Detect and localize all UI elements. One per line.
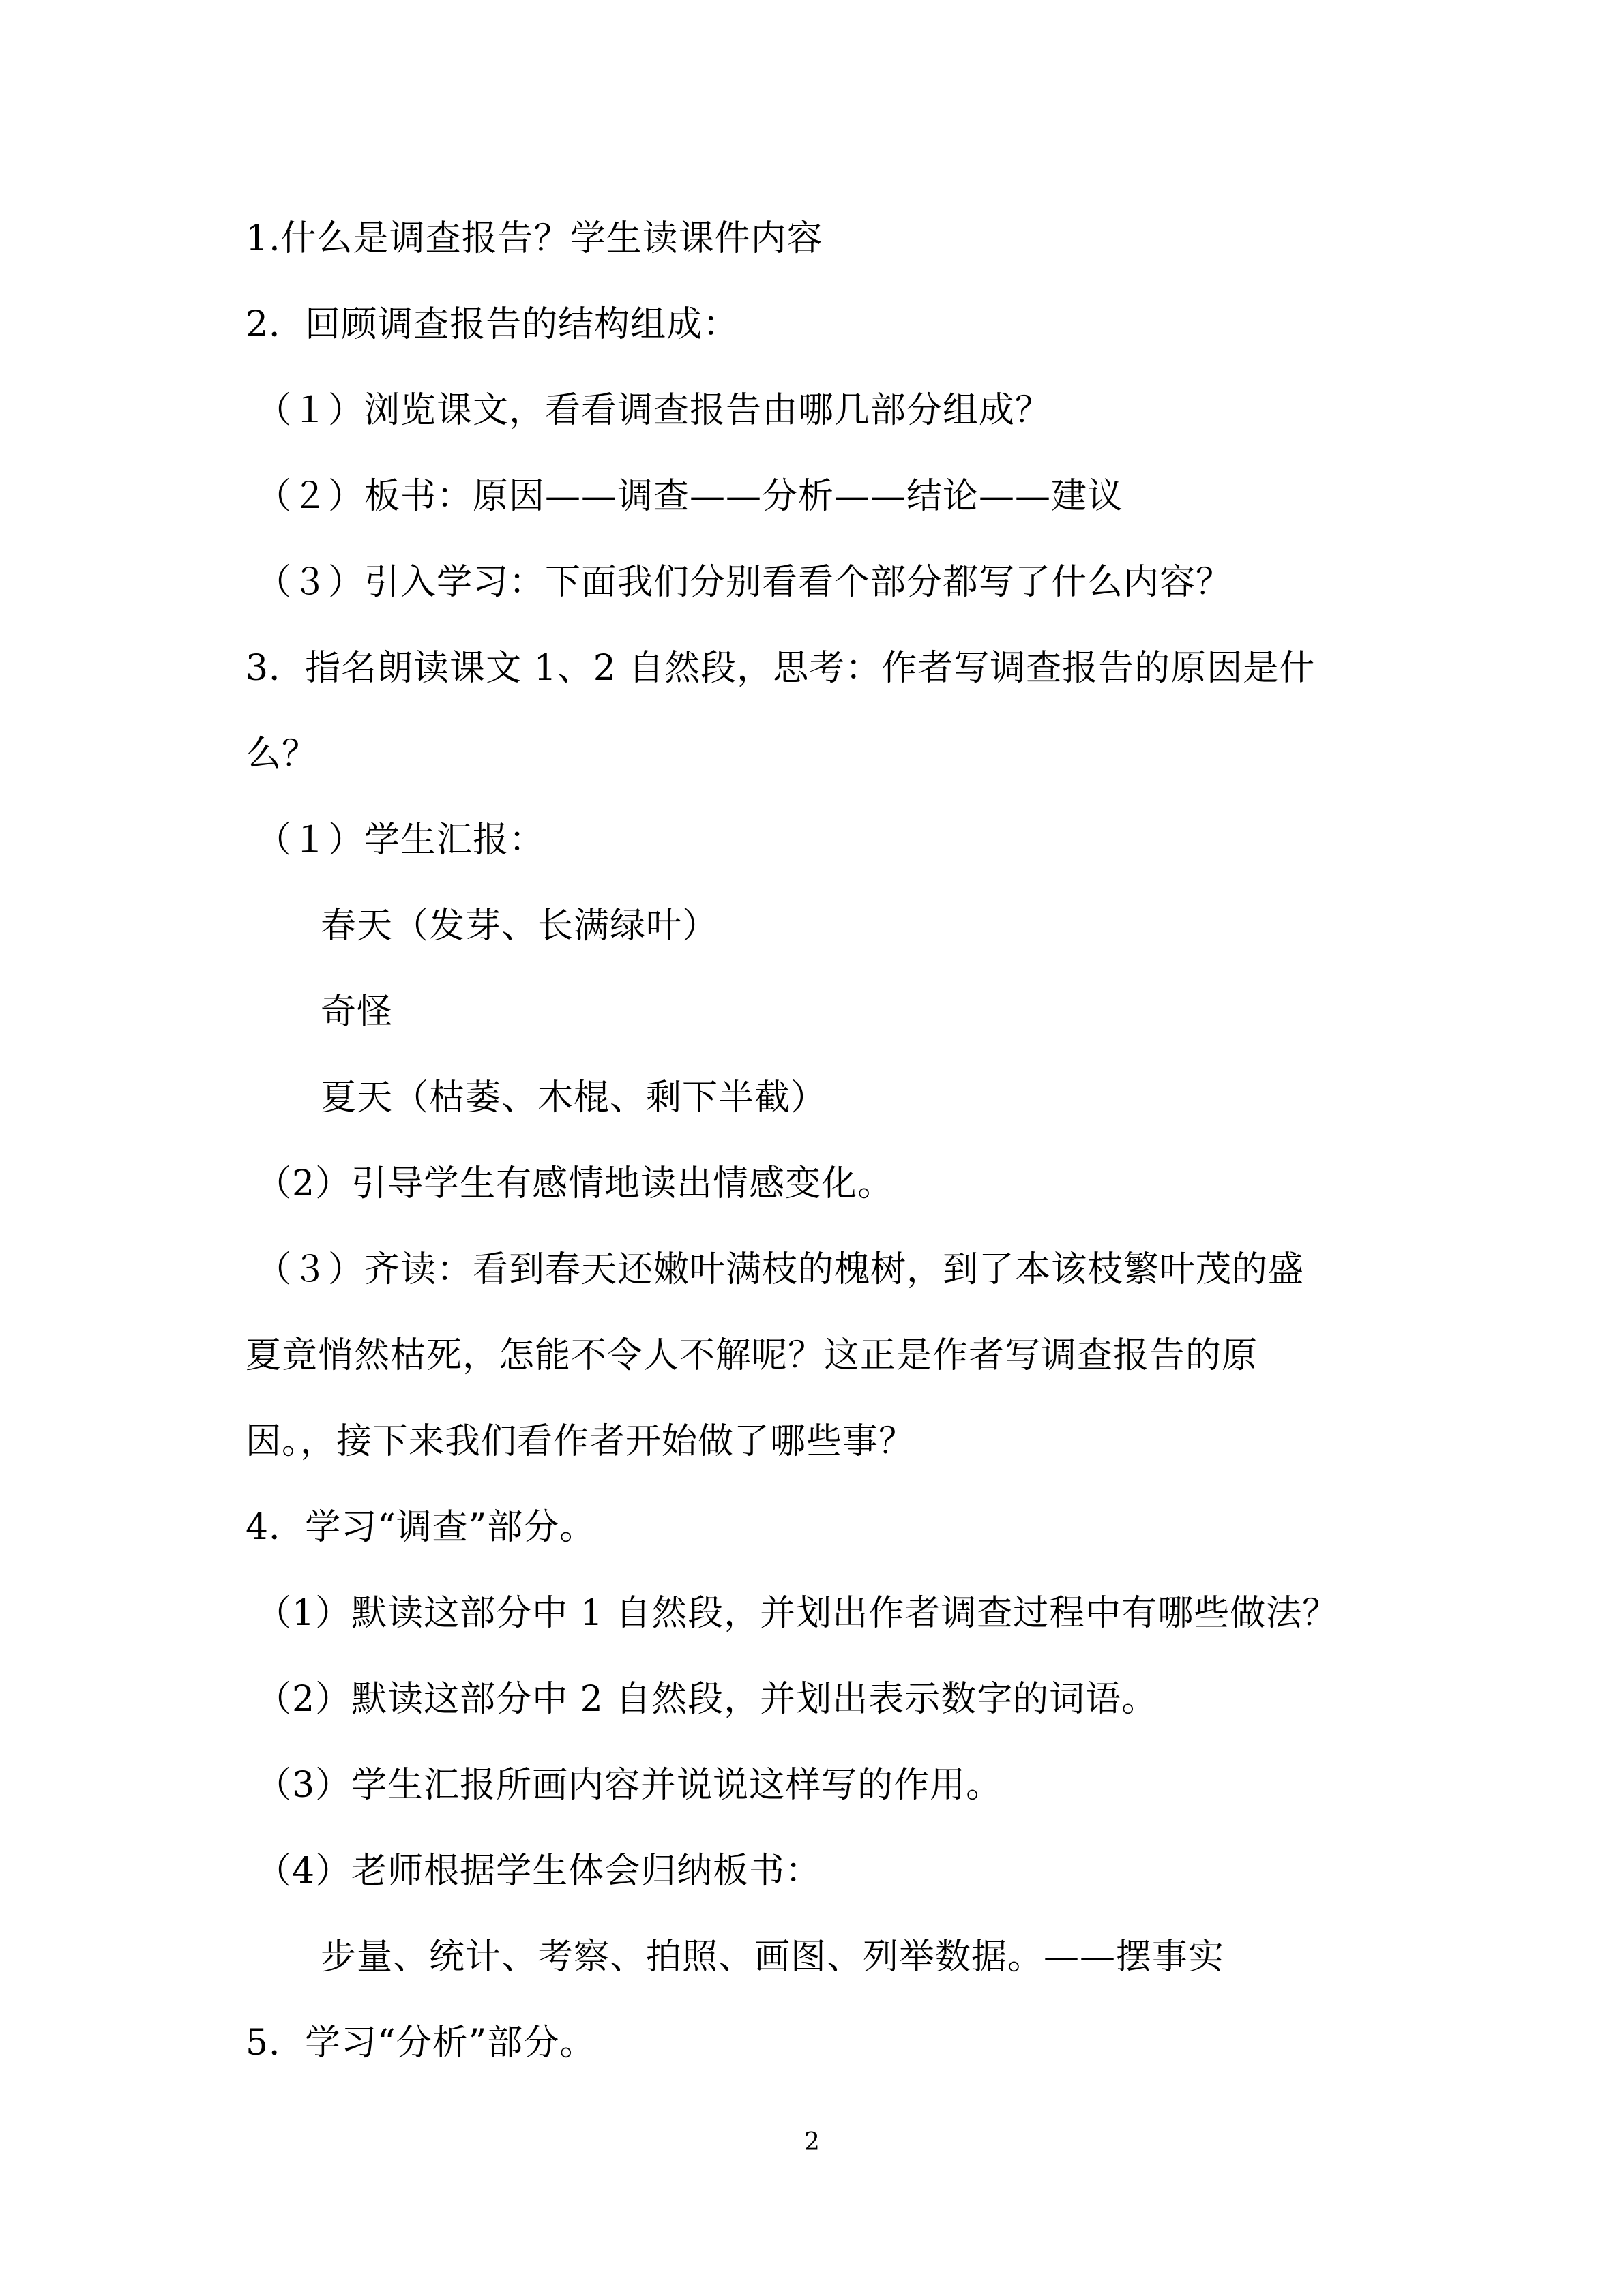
text-line: （1）默读这部分中 1 自然段，并划出作者调查过程中有哪些做法？ (256, 1593, 1339, 1634)
text-line: 1.什么是调查报告？学生读课件内容 (246, 218, 823, 259)
text-line: 4．学习“调查”部分。 (246, 1507, 596, 1548)
text-line: 5．学习“分析”部分。 (246, 2023, 596, 2063)
text-line: 夏竟悄然枯死，怎能不令人不解呢？这正是作者写调查报告的原 (246, 1335, 1258, 1376)
text-line: 步量、统计、考察、拍照、画图、列举数据。——摆事实 (321, 1937, 1225, 1978)
text-line: （１）学生汇报： (256, 820, 546, 861)
text-line: （2）默读这部分中 2 自然段，并划出表示数字的词语。 (256, 1679, 1158, 1720)
text-line: 夏天（枯萎、木棍、剩下半截） (321, 1077, 827, 1118)
text-line: （2）引导学生有感情地读出情感变化。 (256, 1163, 894, 1204)
text-line: （３）齐读：看到春天还嫩叶满枝的槐树，到了本该枝繁叶茂的盛 (256, 1249, 1305, 1290)
text-line: 春天（发芽、长满绿叶） (321, 906, 719, 946)
text-line: 么？ (246, 734, 319, 775)
text-line: （3）学生汇报所画内容并说说这样写的作用。 (256, 1765, 1003, 1806)
text-line: 奇怪 (321, 992, 394, 1032)
text-line: （２）板书：原因——调查——分析——结论——建议 (256, 476, 1124, 517)
text-line: （３）引入学习：下面我们分别看看个部分都写了什么内容？ (256, 562, 1232, 603)
text-line: 2．回顾调查报告的结构组成： (246, 304, 739, 345)
text-line: 因。，接下来我们看作者开始做了哪些事？ (246, 1421, 915, 1462)
text-line: （１）浏览课文，看看调查报告由哪几部分组成？ (256, 390, 1052, 431)
page-number: 2 (804, 2128, 820, 2156)
text-line: （4）老师根据学生体会归纳板书： (256, 1851, 822, 1892)
text-line: 3．指名朗读课文 1、2 自然段，思考：作者写调查报告的原因是什 (246, 648, 1316, 689)
